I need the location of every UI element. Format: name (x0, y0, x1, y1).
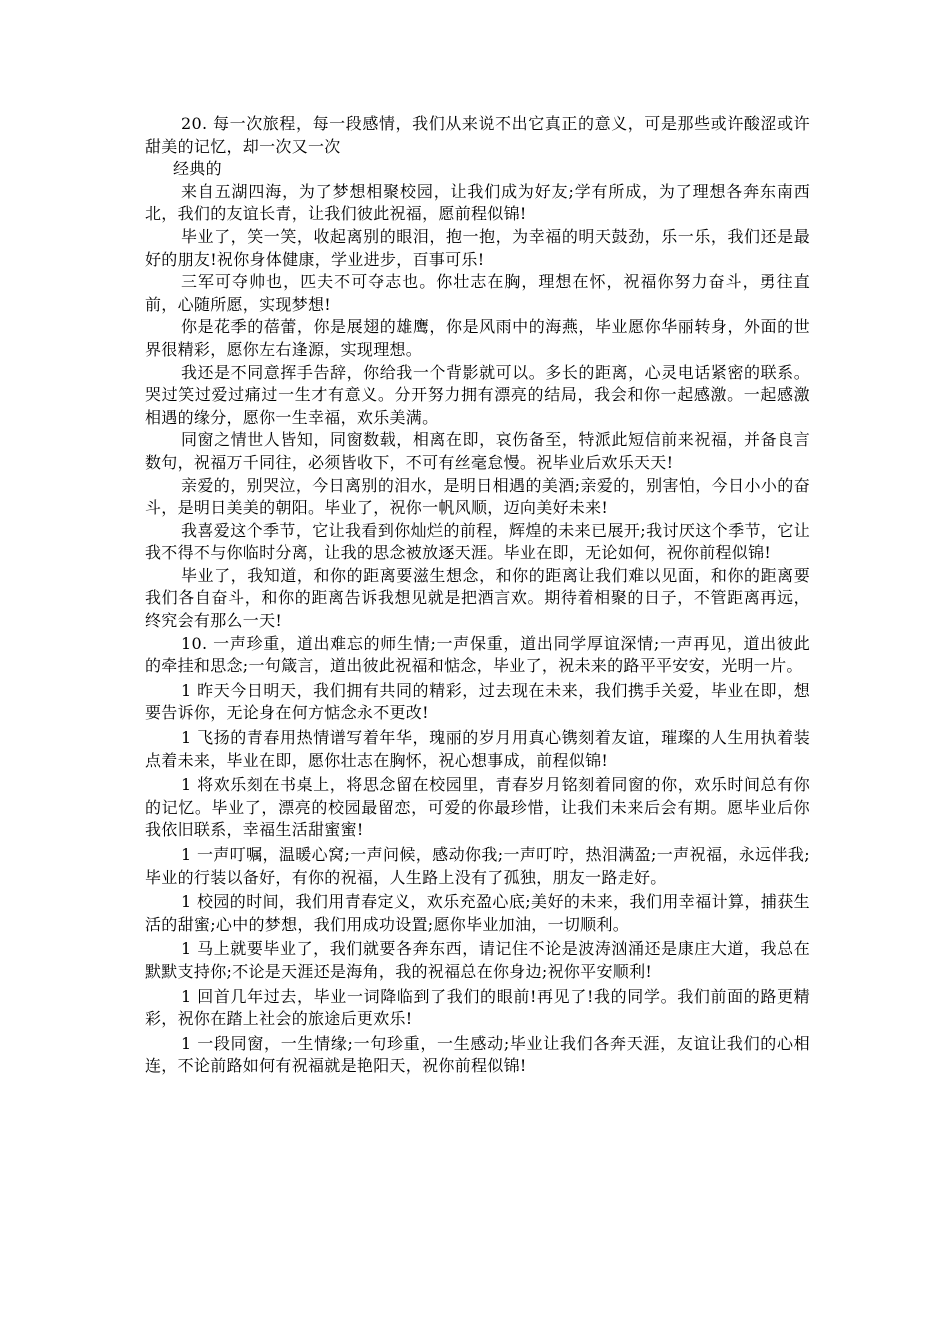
paragraph-18: 1 马上就要毕业了，我们就要各奔东西，请记住不论是波涛汹涌还是康庄大道，我总在默默支持你;不论是天涯还是海角，我的祝福总在你身边;祝你平安顺利! (145, 939, 810, 981)
paragraph-7: 我还是不同意挥手告辞，你给我一个背影就可以。多长的距离，心灵电话紧密的联系。哭过笑过爱过痛过一生才有意义。分开努力拥有漂亮的结局，我会和你一起感激。一起感激相遇的缘分，愿你一生幸福，欢乐美满。 (145, 362, 810, 427)
paragraph-20: 1 一段同窗，一生情缘;一句珍重，一生感动;毕业让我们各奔天涯，友谊让我们的心相连，不论前路如何有祝福就是艳阳天，祝你前程似锦! (145, 1033, 810, 1076)
paragraph-4: 毕业了，笑一笑，收起离别的眼泪，抱一抱，为幸福的明天鼓劲，乐一乐，我们还是最好的朋友!祝你身体健康，学业进步，百事可乐! (145, 226, 810, 269)
paragraph-5: 三军可夺帅也，匹夫不可夺志也。你壮志在胸，理想在怀，祝福你努力奋斗，勇往直前，心随所愿，实现梦想! (145, 272, 810, 314)
paragraph-17: 1 校园的时间，我们用青春定义，欢乐充盈心底;美好的未来，我们用幸福计算，捕获生活的甜蜜;心中的梦想，我们用成功设置;愿你毕业加油，一切顺利。 (145, 892, 810, 934)
paragraph-16: 1 一声叮嘱，温暖心窝;一声问候，感动你我;一声叮咛，热泪满盈;一声祝福，永远伴我;毕业的行装以备好，有你的祝福，人生路上没有了孤独，朋友一路走好。 (145, 845, 810, 887)
paragraph-8: 同窗之情世人皆知，同窗数载，相离在即，哀伤备至，特派此短信前来祝福，并备良言数句，祝福万千同往，必须皆收下，不可有丝毫怠慢。祝毕业后欢乐天天! (145, 430, 810, 472)
paragraph-13: 1 昨天今日明天，我们拥有共同的精彩，过去现在未来，我们携手关爱，毕业在即，想要告诉你，无论身在何方惦念永不更改! (145, 680, 810, 723)
paragraph-9: 亲爱的，别哭泣，今日离别的泪水，是明日相遇的美酒;亲爱的，别害怕，今日小小的奋斗，是明日美美的朝阳。毕业了，祝你一帆风顺，迈向美好未来! (145, 475, 810, 518)
paragraph-15: 1 将欢乐刻在书桌上，将思念留在校园里，青春岁月铭刻着同窗的你，欢乐时间总有你的记忆。毕业了，漂亮的校园最留恋，可爱的你最珍惜，让我们未来后会有期。愿毕业后你我依旧联系，幸福生活甜蜜蜜! (145, 775, 810, 840)
paragraph-10: 我喜爱这个季节，它让我看到你灿烂的前程，辉煌的未来已展开;我讨厌这个季节，它让我不得不与你临时分离，让我的思念被放逐天涯。毕业在即，无论如何，祝你前程似锦! (145, 520, 810, 563)
paragraph-2: 经典的 (173, 159, 222, 179)
paragraph-1: 20. 每一次旅程，每一段感情，我们从来说不出它真正的意义，可是那些或许酸涩或许甜美的记忆，却一次又一次 (145, 114, 810, 156)
paragraph-6: 你是花季的蓓蕾，你是展翅的雄鹰，你是风雨中的海燕，毕业愿你华丽转身，外面的世界很精彩，愿你左右逢源，实现理想。 (145, 317, 810, 359)
paragraph-19: 1 回首几年过去，毕业一词降临到了我们的眼前!再见了!我的同学。我们前面的路更精彩，祝你在踏上社会的旅途后更欢乐! (145, 986, 810, 1029)
paragraph-11: 毕业了，我知道，和你的距离要滋生想念，和你的距离让我们难以见面，和你的距离要我们各自奋斗，和你的距离告诉我想见就是把酒言欢。期待着相聚的日子，不管距离再远，终究会有那么一天! (145, 565, 810, 631)
paragraph-12: 10. 一声珍重，道出难忘的师生情;一声保重，道出同学厚谊深情;一声再见，道出彼此的牵挂和思念;一句箴言，道出彼此祝福和惦念，毕业了，祝未来的路平平安安，光明一片。 (145, 633, 810, 676)
paragraph-3: 来自五湖四海，为了梦想相聚校园，让我们成为好友;学有所成，为了理想各奔东南西北，我们的友谊长青，让我们彼此祝福，愿前程似锦! (145, 181, 810, 224)
document-page (145, 113, 810, 1078)
paragraph-14: 1 飞扬的青春用热情谱写着年华，瑰丽的岁月用真心镌刻着友谊，璀璨的人生用执着装点着未来，毕业在即，愿你壮志在胸怀，祝心想事成，前程似锦! (145, 728, 810, 770)
